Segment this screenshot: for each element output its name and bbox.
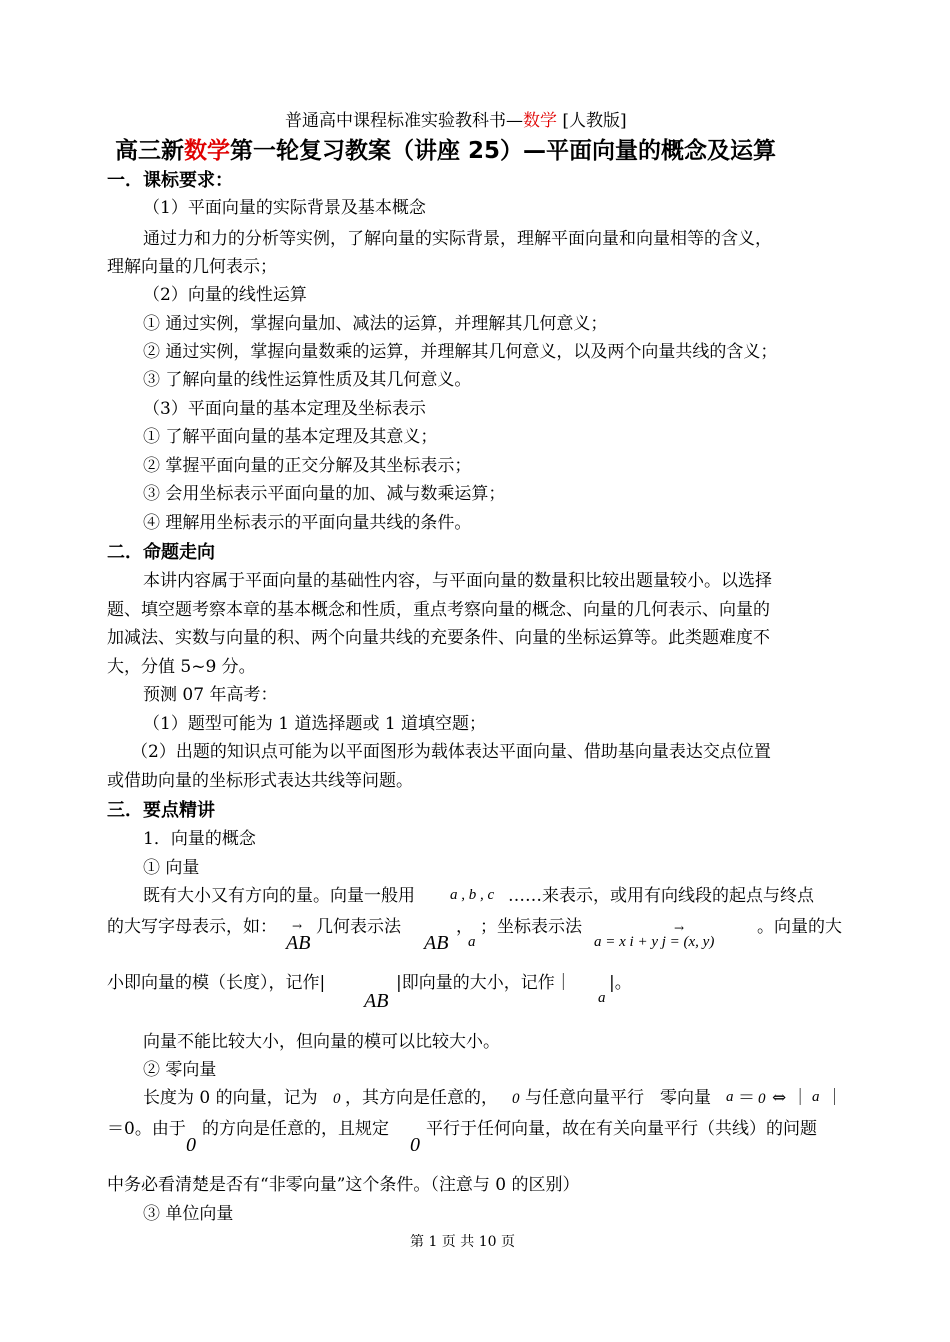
math-a: a [598, 990, 606, 1006]
paragraph: 向量不能比较大小，但向量的模可以比较大小。 [143, 1032, 500, 1052]
paragraph: ② 零向量 [143, 1060, 217, 1080]
subtitle-suffix: [人教版] [557, 111, 627, 131]
paragraph: 1．向量的概念 [143, 829, 256, 849]
section-heading-3: 三．要点精讲 [107, 800, 215, 821]
math-abc: a , b , c [450, 887, 495, 903]
paragraph: ……来表示，或用有向线段的起点与终点 [508, 886, 814, 906]
paragraph: 或借助向量的坐标形式表达共线等问题。 [107, 771, 413, 791]
paragraph: （1）平面向量的实际背景及基本概念 [143, 198, 426, 218]
subtitle-prefix: 普通高中课程标准实验教科书— [285, 111, 523, 131]
math-zero: 0 [410, 1134, 420, 1156]
paragraph: ① 了解平面向量的基本定理及其意义； [143, 427, 438, 447]
math-AB: AB [424, 932, 449, 954]
paragraph: 本讲内容属于平面向量的基础性内容，与平面向量的数量积比较出题量较小。以选择 [143, 571, 772, 591]
section-heading-1: 一．课标要求： [107, 170, 233, 191]
paragraph: ③ 单位向量 [143, 1204, 234, 1224]
math-a: a [468, 934, 476, 950]
paragraph: 通过力和力的分析等实例，了解向量的实际背景，理解平面向量和向量相等的含义， [143, 229, 772, 249]
paragraph: 几何表示法 [316, 917, 401, 937]
paragraph: 大，分值 5~9 分。 [107, 657, 256, 677]
paragraph: 小即向量的模（长度），记作| [107, 973, 326, 993]
paragraph: |即向量的大小，记作｜ [396, 973, 572, 993]
paragraph: ③ 会用坐标表示平面向量的加、减与数乘运算； [143, 484, 506, 504]
paragraph: （2）出题的知识点可能为以平面图形为载体表达平面向量、借助基向量表达交点位置 [131, 742, 771, 762]
paragraph: 理解向量的几何表示； [107, 257, 277, 277]
paragraph: ⇔ ｜ [772, 1088, 809, 1108]
paragraph: ｜ [826, 1088, 843, 1108]
math-zero: 0 [186, 1134, 196, 1156]
page-title [115, 136, 776, 166]
paragraph: 。向量的大 [757, 917, 842, 937]
paragraph: （3）平面向量的基本定理及坐标表示 [143, 399, 426, 419]
math-a: a [812, 1089, 820, 1105]
paragraph: 题、填空题考察本章的基本概念和性质，重点考察向量的概念、向量的几何表示、向量的 [107, 600, 770, 620]
paragraph: 平行于任何向量，故在有关向量平行（共线）的问题 [426, 1119, 817, 1139]
paragraph: ③ 了解向量的线性运算性质及其几何意义。 [143, 370, 472, 390]
paragraph: 的大写字母表示，如： [107, 917, 277, 937]
paragraph: 预测 07 年高考： [143, 685, 278, 705]
title-suffix: 第一轮复习教案（讲座 25）—平面向量的概念及运算 [230, 138, 777, 164]
math-zero: 0 [758, 1091, 766, 1107]
paragraph: ；坐标表示法 [480, 917, 582, 937]
paragraph: ， [456, 917, 473, 937]
paragraph: 长度为 0 的向量，记为 [143, 1088, 318, 1108]
paragraph: （1）题型可能为 1 道选择题或 1 道填空题； [143, 714, 487, 734]
paragraph: （2）向量的线性运算 [143, 285, 307, 305]
paragraph: 与任意向量平行 [525, 1088, 644, 1108]
paragraph: ① 通过实例，掌握向量加、减法的运算，并理解其几何意义； [143, 314, 608, 334]
section-heading-2: 二．命题走向 [107, 542, 215, 563]
paragraph: ② 通过实例，掌握向量数乘的运算，并理解其几何意义，以及两个向量共线的含义； [143, 342, 778, 362]
header-subtitle [285, 110, 627, 132]
title-subject: 数学 [184, 138, 230, 164]
math-zero: 0 [512, 1091, 520, 1107]
paragraph: ④ 理解用坐标表示的平面向量共线的条件。 [143, 513, 472, 533]
math-AB: AB [364, 990, 389, 1012]
vector-arrow: → [674, 921, 685, 935]
subtitle-subject: 数学 [523, 111, 557, 131]
paragraph: 的方向是任意的，且规定 [202, 1119, 389, 1139]
math-a: a [726, 1089, 734, 1105]
math-zero: 0 [333, 1091, 341, 1107]
paragraph: ，其方向是任意的， [345, 1088, 498, 1108]
paragraph: |。 [609, 973, 632, 993]
math-coord: a = x i + y j = (x, y) [594, 934, 715, 950]
page-footer: 第 1 页 共 10 页 [410, 1234, 515, 1250]
paragraph: ＝0。由于 [107, 1119, 186, 1139]
paragraph: ② 掌握平面向量的正交分解及其坐标表示； [143, 456, 472, 476]
math-AB: AB [286, 932, 311, 954]
paragraph: 零向量 [660, 1088, 711, 1108]
paragraph: 加减法、实数与向量的积、两个向量共线的充要条件、向量的坐标运算等。此类题难度不 [107, 628, 770, 648]
paragraph: 中务必看清楚是否有“非零向量”这个条件。（注意与 0 的区别） [107, 1175, 580, 1195]
paragraph: ① 向量 [143, 858, 200, 878]
paragraph: 既有大小又有方向的量。向量一般用 [143, 886, 415, 906]
paragraph: ＝ [738, 1088, 755, 1108]
vector-arrow: → [292, 919, 303, 933]
title-prefix: 高三新 [115, 138, 184, 164]
